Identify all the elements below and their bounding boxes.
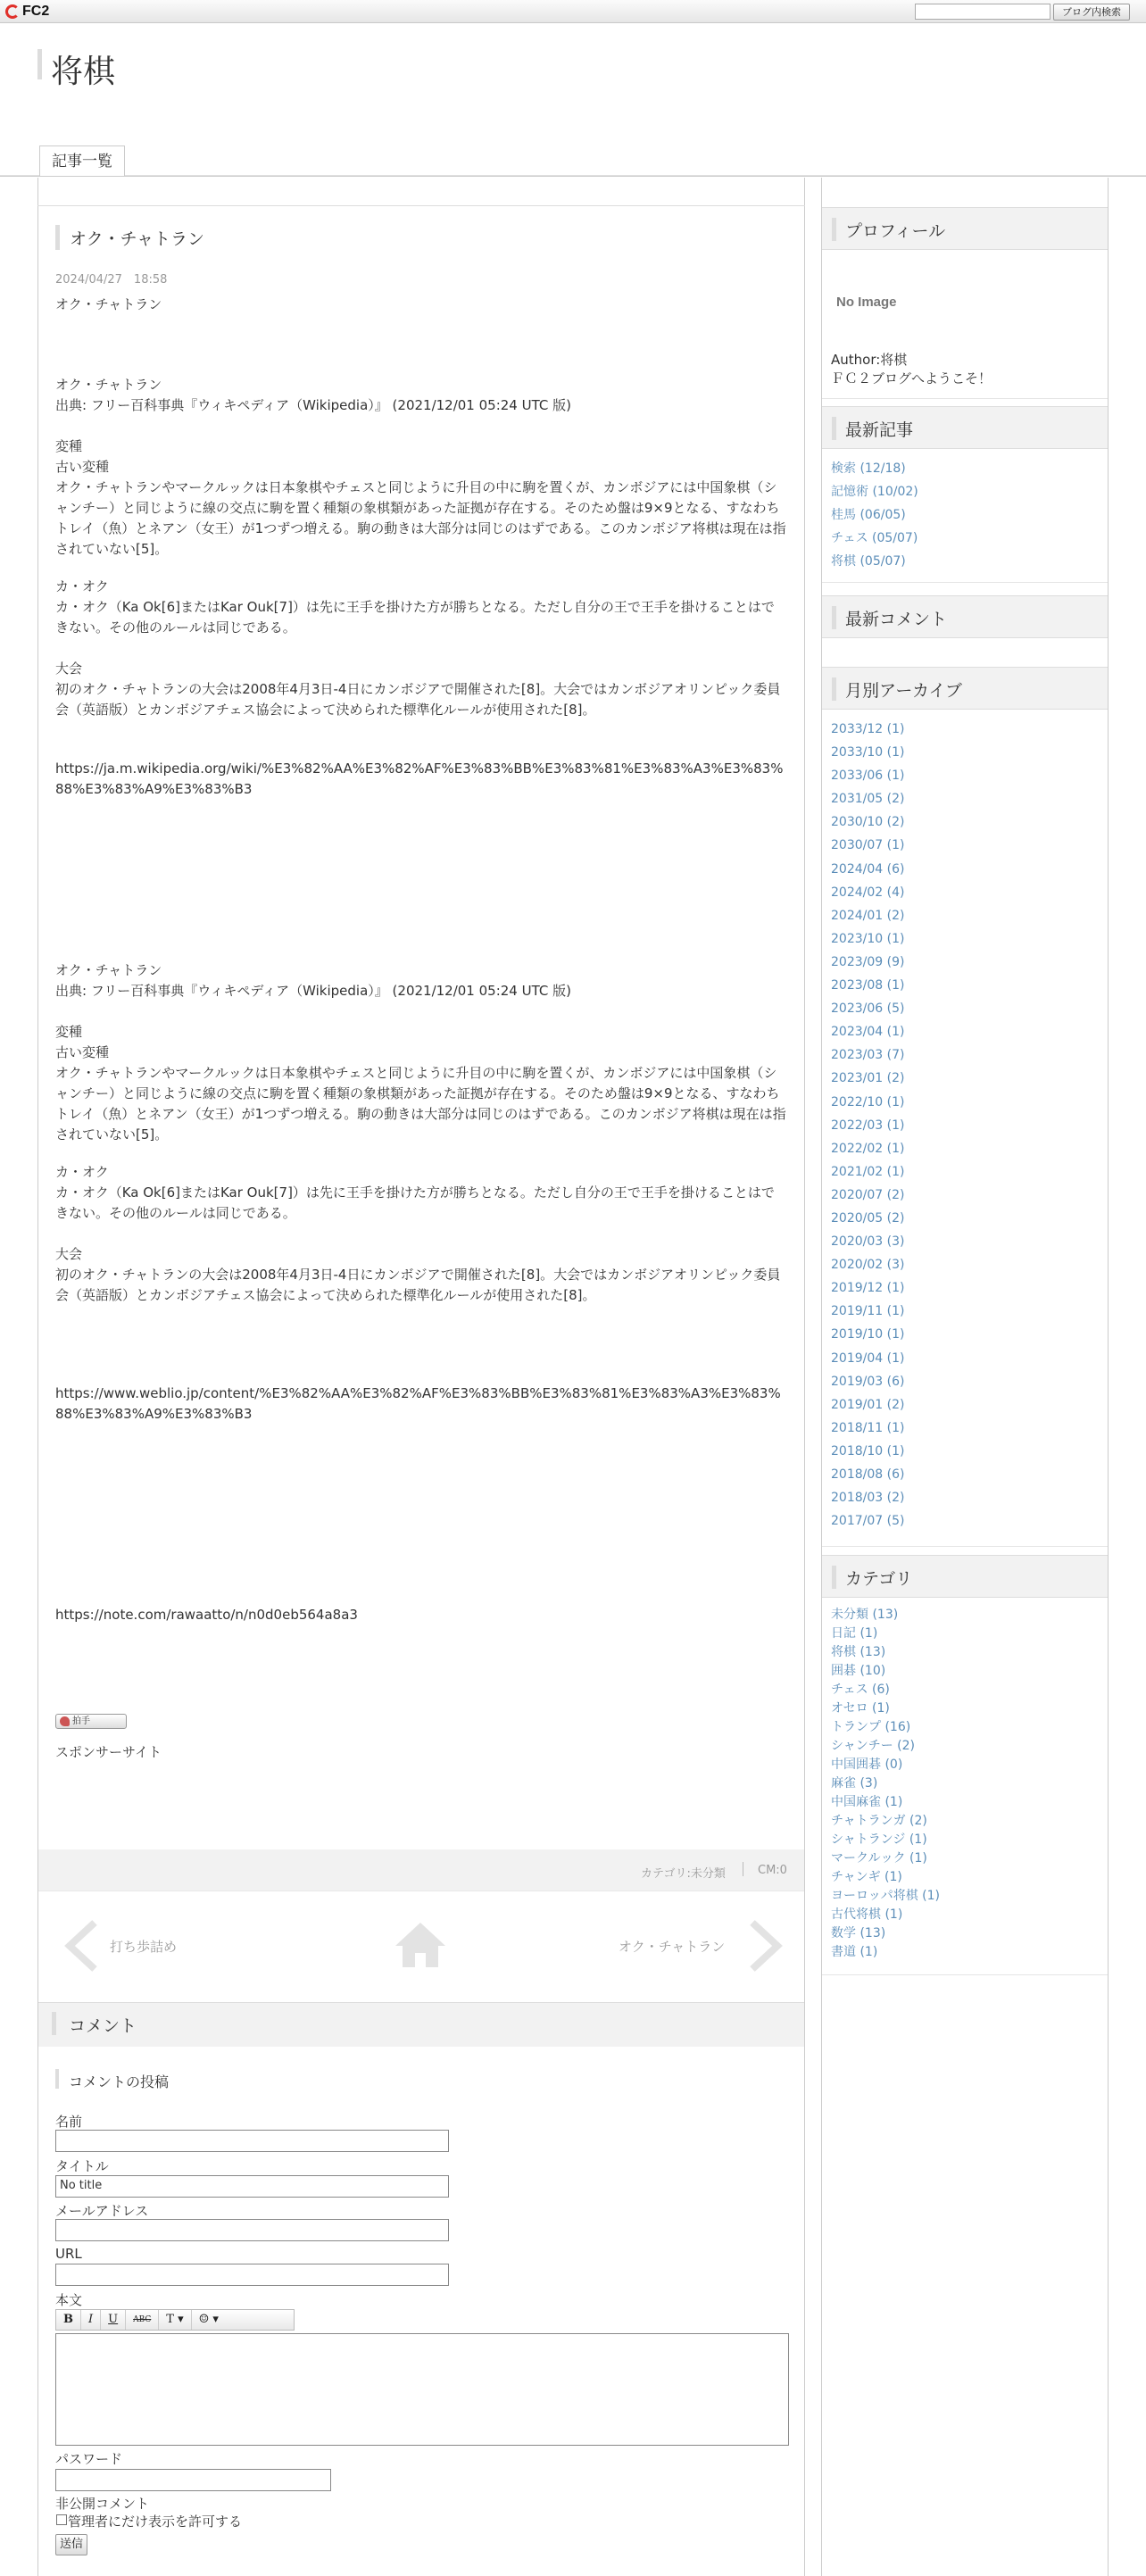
- profile-heading: プロフィール: [845, 221, 946, 241]
- archive-link[interactable]: 2030/07 (1): [831, 838, 905, 853]
- post-paragraph: オク・チャトラン: [55, 296, 162, 312]
- recent-post-link[interactable]: 桂馬 (06/05): [831, 508, 906, 522]
- category-link[interactable]: マークルック (1): [831, 1851, 927, 1866]
- archive-link[interactable]: 2017/07 (5): [831, 1514, 905, 1529]
- strikethrough-button[interactable]: ABC: [126, 2310, 159, 2330]
- home-icon[interactable]: [394, 1921, 447, 1969]
- post-title[interactable]: オク・チャトラン: [70, 229, 205, 249]
- post-date: 2024/04/27 18:58: [55, 273, 168, 287]
- post-link: https://note.com/rawaatto/n/n0d0eb564a8a3: [55, 1607, 358, 1623]
- password-label: パスワード: [55, 2451, 123, 2467]
- archive-link[interactable]: 2019/12 (1): [831, 1281, 905, 1296]
- private-comment-label: 非公開コメント: [55, 2496, 150, 2512]
- category-link[interactable]: オセロ (1): [831, 1701, 890, 1716]
- recent-post-link[interactable]: チェス (05/07): [831, 531, 918, 545]
- category-link[interactable]: ヨーロッパ将棋 (1): [831, 1889, 941, 1903]
- archive-link[interactable]: 2019/04 (1): [831, 1350, 905, 1366]
- name-field[interactable]: [55, 2130, 449, 2152]
- archive-link[interactable]: 2033/12 (1): [831, 722, 905, 736]
- archive-link[interactable]: 2018/03 (2): [831, 1491, 905, 1506]
- sidebar-divider: [822, 398, 1108, 399]
- profile-header: [822, 207, 1108, 250]
- category-link[interactable]: 囲碁 (10): [831, 1664, 886, 1678]
- recent-heading: 最新記事: [845, 420, 914, 440]
- clap-icon: [60, 1716, 70, 1726]
- category-link[interactable]: チェス (6): [831, 1683, 890, 1697]
- url-field[interactable]: [55, 2264, 449, 2286]
- archive-link[interactable]: 2019/03 (6): [831, 1374, 905, 1389]
- header-accent: [832, 1566, 836, 1589]
- email-field[interactable]: [55, 2219, 449, 2241]
- category-heading: カテゴリ: [845, 1569, 913, 1589]
- comment-form-accent: [55, 2069, 59, 2089]
- private-checkbox-label: 管理者にだけ表示を許可する: [68, 2514, 243, 2530]
- post-paragraph: 変種 古い変種 オク・チャトランやマークルックは日本象棋やチェスと同じように升目の中に駒を置くが、カンボジアには中国象棋（シャンチー）と同じように線の交点に駒を置く種類の象棋類があった証拠が存在する。そのため盤は9×9となる、すなわちトレイ（魚）とネアン（女王）が1つずつ増える。駒の動きは大部分は同じのはずである。このカンボジア将棋は現在は指されていない[5]。: [55, 438, 786, 557]
- header-divider: [0, 175, 1146, 177]
- profile-welcome: ＦＣ２ブログへようこそ！: [831, 370, 992, 386]
- archive-link[interactable]: 2033/10 (1): [831, 745, 905, 760]
- category-link[interactable]: トランプ (16): [831, 1720, 911, 1734]
- archive-header: [822, 667, 1108, 710]
- password-field[interactable]: [55, 2469, 331, 2491]
- archive-link[interactable]: 2019/11 (1): [831, 1304, 905, 1319]
- main-top-divider: [37, 205, 805, 206]
- archive-link[interactable]: 2033/06 (1): [831, 769, 905, 784]
- archive-list: [831, 718, 904, 1533]
- recent-post-link[interactable]: 記憶術 (10/02): [831, 485, 918, 499]
- archive-link[interactable]: 2023/08 (1): [831, 978, 905, 993]
- archive-link[interactable]: 2021/02 (1): [831, 1164, 905, 1179]
- archive-link[interactable]: 2019/10 (1): [831, 1327, 905, 1342]
- sponsor-site-label: スポンサーサイト: [55, 1744, 162, 1760]
- archive-link[interactable]: 2023/04 (1): [831, 1025, 905, 1040]
- recent-comments-heading: 最新コメント: [845, 610, 948, 629]
- fc2-logo[interactable]: [5, 4, 49, 20]
- post-paragraph: カ・オク カ・オク（Ka Ok[6]またはKar Ouk[7]）は先に王手を掛けた方が勝ちとなる。ただし自分の王で王手を掛けることはできない。その他のルールは同じである。: [55, 578, 775, 636]
- post-title-accent: [55, 225, 60, 250]
- pager-divider: [38, 1890, 804, 1891]
- header-accent: [832, 417, 836, 440]
- category-link[interactable]: 将棋 (13): [831, 1645, 886, 1659]
- recent-posts-list: [831, 457, 918, 573]
- bold-button[interactable]: B: [56, 2310, 81, 2330]
- profile-author: Author:将棋: [831, 352, 908, 368]
- post-link: https://ja.m.wikipedia.org/wiki/%E3%82%AA%E3%82%AF%E3%83%BB%E3%83%81%E3%83%A3%E3%83%88%E3%83%A9%E3%83%B3: [55, 760, 784, 797]
- archive-link[interactable]: 2022/02 (1): [831, 1141, 905, 1156]
- submit-button[interactable]: 送信: [55, 2534, 87, 2555]
- archive-link[interactable]: 2018/10 (1): [831, 1443, 905, 1458]
- post-paragraph: カ・オク カ・オク（Ka Ok[6]またはKar Ouk[7]）は先に王手を掛けた方が勝ちとなる。ただし自分の王で王手を掛けることはできない。その他のルールは同じである。: [55, 1164, 775, 1221]
- category-link[interactable]: 書道 (1): [831, 1945, 878, 1959]
- archive-link[interactable]: 2024/04 (6): [831, 861, 905, 877]
- blog-search-input[interactable]: [915, 4, 1050, 20]
- archive-link[interactable]: 2023/01 (2): [831, 1071, 905, 1086]
- archive-link[interactable]: 2020/07 (2): [831, 1187, 905, 1202]
- category-link[interactable]: チャンギ (1): [831, 1870, 902, 1884]
- post-comment-count[interactable]: CM:0: [758, 1864, 787, 1877]
- clap-label: 拍手: [72, 1716, 90, 1726]
- archive-link[interactable]: 2023/10 (1): [831, 931, 905, 946]
- title-field[interactable]: No title: [55, 2175, 449, 2198]
- category-header: [822, 1555, 1108, 1598]
- name-label: 名前: [55, 2114, 83, 2130]
- recent-comments-header: [822, 595, 1108, 638]
- category-link[interactable]: チャトランガ (2): [831, 1814, 927, 1828]
- category-link[interactable]: 中国囲碁 (0): [831, 1757, 903, 1772]
- fc2-logo-icon: [5, 4, 20, 19]
- archive-link[interactable]: 2019/01 (2): [831, 1397, 905, 1412]
- archive-link[interactable]: 2030/10 (2): [831, 815, 905, 830]
- category-link[interactable]: 数学 (13): [831, 1926, 886, 1940]
- archive-link[interactable]: 2023/03 (7): [831, 1048, 905, 1063]
- category-list: [831, 1606, 940, 1962]
- category-link[interactable]: シャトランジ (1): [831, 1832, 927, 1847]
- archive-link[interactable]: 2024/02 (4): [831, 885, 905, 900]
- category-link[interactable]: 麻雀 (3): [831, 1776, 878, 1791]
- archive-heading: 月別アーカイブ: [845, 681, 962, 701]
- sidebar-divider: [822, 582, 1108, 583]
- comments-heading: コメント: [69, 2016, 137, 2036]
- post-paragraph: 大会 初のオク・チャトランの大会は2008年4月3日-4日にカンボジアで開催された[8]。大会ではカンボジアオリンピック委員会（英語版）とカンボジアチェス協会によって決められた標準化ルールが使用された[8]。: [55, 1246, 781, 1303]
- emoji-dropdown[interactable]: ☺ ▾: [198, 2313, 219, 2326]
- category-link[interactable]: 日記 (1): [831, 1626, 878, 1641]
- archive-link[interactable]: 2024/01 (2): [831, 908, 905, 923]
- category-link[interactable]: 古代将棋 (1): [831, 1907, 903, 1922]
- recent-header: [822, 406, 1108, 449]
- archive-link[interactable]: 2020/05 (2): [831, 1210, 905, 1226]
- recent-post-link[interactable]: 検索 (12/18): [831, 461, 906, 476]
- title-accent-bar: [37, 49, 42, 79]
- italic-button[interactable]: I: [81, 2310, 101, 2330]
- archive-link[interactable]: 2018/11 (1): [831, 1420, 905, 1435]
- archive-link[interactable]: 2020/02 (3): [831, 1258, 905, 1273]
- prev-post-link[interactable]: 打ち歩詰め: [110, 1939, 178, 1955]
- category-link[interactable]: 中国麻雀 (1): [831, 1795, 903, 1809]
- post-category-link[interactable]: カテゴリ:未分類: [641, 1867, 726, 1881]
- nav-tab-article-list[interactable]: 記事一覧: [39, 145, 125, 176]
- next-post-link[interactable]: オク・チャトラン: [619, 1939, 726, 1955]
- post-paragraph: 大会 初のオク・チャトランの大会は2008年4月3日-4日にカンボジアで開催された[8]。大会ではカンボジアオリンピック委員会（英語版）とカンボジアチェス協会によって決められた標準化ルールが使用された[8]。: [55, 661, 781, 718]
- category-link[interactable]: 未分類 (13): [831, 1608, 899, 1622]
- post-link: https://www.weblio.jp/content/%E3%82%AA%E3%82%AF%E3%83%BB%E3%83%81%E3%83%A3%E3%83%88%E3%83%A9%E3%83%B3: [55, 1385, 781, 1422]
- comments-header: [38, 2002, 804, 2047]
- comment-body-textarea[interactable]: [55, 2333, 789, 2446]
- header-accent: [832, 606, 836, 629]
- chevron-right-icon[interactable]: [747, 1919, 785, 1973]
- category-link[interactable]: シャンチー (2): [831, 1739, 916, 1753]
- title-label: タイトル: [55, 2158, 109, 2174]
- site-title[interactable]: 将棋: [51, 54, 116, 90]
- fc2-brand: FC2: [22, 4, 50, 19]
- archive-link[interactable]: 2022/10 (1): [831, 1094, 905, 1109]
- private-checkbox[interactable]: [56, 2514, 67, 2525]
- comment-form-title: コメントの投稿: [69, 2073, 170, 2090]
- font-size-dropdown[interactable]: T ▾: [159, 2310, 191, 2330]
- comments-header-accent: [52, 2012, 56, 2035]
- body-label: 本文: [55, 2292, 83, 2308]
- header-accent: [832, 677, 836, 701]
- underline-button[interactable]: U: [101, 2310, 126, 2330]
- post-paragraph: オク・チャトラン 出典: フリー百科事典『ウィキペディア（Wikipedia）』 (2021/12/01 05:24 UTC 版): [55, 377, 571, 413]
- editor-toolbar: [55, 2309, 295, 2331]
- archive-link[interactable]: 2023/06 (5): [831, 1001, 905, 1017]
- recent-post-link[interactable]: 将棋 (05/07): [831, 554, 906, 569]
- sidebar-divider: [822, 1974, 1108, 1975]
- chevron-left-icon[interactable]: [62, 1919, 100, 1973]
- archive-link[interactable]: 2023/09 (9): [831, 954, 905, 969]
- clap-button[interactable]: [55, 1714, 127, 1729]
- header-accent: [832, 218, 836, 241]
- post-paragraph: オク・チャトラン 出典: フリー百科事典『ウィキペディア（Wikipedia）』 (2021/12/01 05:24 UTC 版): [55, 962, 571, 999]
- archive-link[interactable]: 2020/03 (3): [831, 1234, 905, 1250]
- email-label: メールアドレス: [55, 2203, 149, 2219]
- archive-link[interactable]: 2018/08 (6): [831, 1467, 905, 1482]
- archive-link[interactable]: 2022/03 (1): [831, 1118, 905, 1133]
- blog-search-button[interactable]: ブログ内検索: [1053, 4, 1130, 21]
- profile-no-image: No Image: [836, 295, 897, 310]
- url-label: URL: [55, 2246, 82, 2262]
- archive-link[interactable]: 2031/05 (2): [831, 792, 905, 807]
- sidebar-divider: [822, 1546, 1108, 1547]
- post-paragraph: 変種 古い変種 オク・チャトランやマークルックは日本象棋やチェスと同じように升目の中に駒を置くが、カンボジアには中国象棋（シャンチー）と同じように線の交点に駒を置く種類の象棋類があった証拠が存在する。そのため盤は9×9となる、すなわちトレイ（魚）とネアン（女王）が1つずつ増える。駒の動きは大部分は同じのはずである。このカンボジア将棋は現在は指されていない[5]。: [55, 1024, 786, 1143]
